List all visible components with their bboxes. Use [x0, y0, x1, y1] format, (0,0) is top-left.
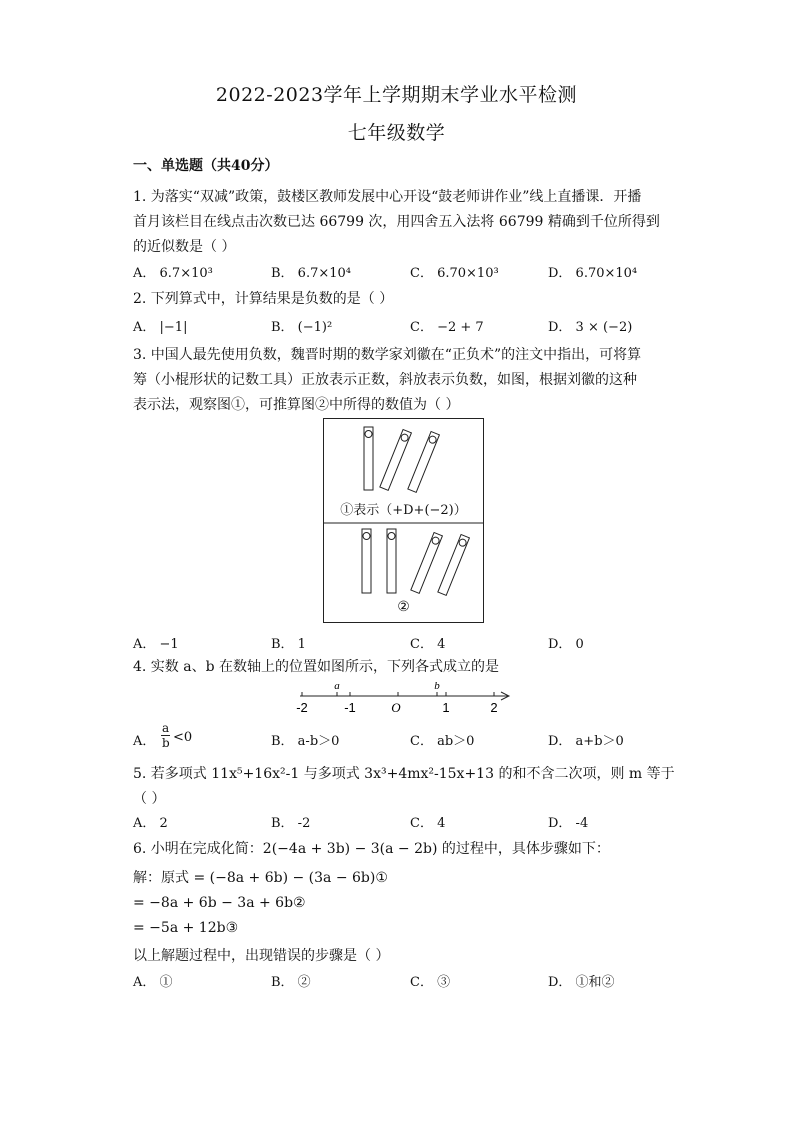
q5-option-a: A． 2 [133, 816, 168, 831]
q3-line-3: 表示法，观察图①，可推算图②中所得的数值为（ ） [133, 397, 460, 413]
label-1: 1 [442, 700, 450, 715]
q1-option-a: A． 6.7×10³ [133, 266, 213, 281]
figure1-caption: ①表示（+D+(−2)） [340, 503, 467, 518]
q4-option-a-numerator: a [162, 721, 170, 735]
q6-option-a: A． ① [133, 975, 173, 990]
figure2-upright-rod-2 [387, 529, 396, 593]
q1-option-d: D． 6.70×10⁴ [548, 266, 638, 281]
q4-option-a-rest: <0 [173, 730, 193, 745]
q1-option-b: B． 6.7×10⁴ [271, 266, 352, 281]
q6-option-c: C． ③ [410, 975, 451, 990]
q2-option-d: D． 3 × (−2) [548, 320, 633, 335]
q5-option-d: D． -4 [548, 816, 589, 831]
page-title: 2022-2023学年上学期期末学业水平检测 [215, 84, 578, 106]
number-line [290, 676, 520, 716]
q6-question: 以上解题过程中，出现错误的步骤是（ ） [133, 948, 390, 964]
point-a-label: a [334, 680, 340, 692]
section-heading: 一、单选题（共40分） [133, 158, 279, 174]
q3-option-b: B． 1 [271, 637, 306, 652]
label-origin: O [391, 700, 401, 715]
q6-stem: 6. 小明在完成化简：2(−4a + 3b) − 3(a − 2b) 的过程中，具体步骤如下： [133, 841, 610, 857]
q3-option-c: C． 4 [410, 637, 446, 652]
q2-option-c: C． −2 + 7 [410, 320, 484, 335]
figure2-caption: ② [397, 599, 410, 615]
q4-option-d: D． a+b＞0 [548, 734, 624, 749]
label-minus-2: -2 [296, 700, 308, 715]
q3-option-d: D． 0 [548, 637, 584, 652]
label-2: 2 [490, 700, 498, 715]
q4-option-c: C． ab＞0 [410, 734, 475, 749]
q6-step-1: 解：原式 = (−8a + 6b) − (3a − 6b)① [133, 870, 388, 886]
q3-line-2: 筹（小棍形状的记数工具）正放表示正数，斜放表示负数，如图，根据刘徽的这种 [133, 372, 637, 388]
figure2-upright-rod-1 [362, 529, 371, 593]
q5-option-c: C． 4 [410, 816, 446, 831]
q4-option-a-letter: A． [133, 734, 156, 749]
q3-line-1: 3. 中国人最先使用负数，魏晋时期的数学家刘徽在“正负术”的注文中指出，可将算 [133, 347, 642, 363]
q4-option-a-denominator: b [162, 736, 170, 750]
q6-option-b: B． ② [271, 975, 311, 990]
q4-option-b: B． a-b＞0 [271, 734, 340, 749]
q1-line-1: 1. 为落实“双减”政策，鼓楼区教师发展中心开设“鼓老师讲作业”线上直播课．开播 [133, 189, 642, 205]
q1-line-3: 的近似数是（ ） [133, 239, 236, 255]
q2-option-a: A． |−1| [133, 320, 188, 335]
q5-line-1: 5. 若多项式 11x⁵+16x²-1 与多项式 3x³+4mx²-15x+13 的和不含二次项，则 m 等于 [133, 766, 675, 782]
label-minus-1: -1 [344, 700, 356, 715]
q2-stem: 2. 下列算式中，计算结果是负数的是（ ） [133, 291, 394, 307]
q6-step-2: = −8a + 6b − 3a + 6b② [133, 895, 306, 911]
counting-rods-drawing [324, 419, 483, 622]
q6-option-d: D． ①和② [548, 975, 615, 990]
q5-option-b: B． -2 [271, 816, 311, 831]
figure1-upright-rod [364, 427, 373, 490]
q6-step-3: = −5a + 12b③ [133, 920, 239, 936]
q3-option-a: A． −1 [133, 637, 179, 652]
figure1-slanted-rod-1 [380, 429, 412, 490]
figure2-slanted-rod-1 [411, 532, 443, 593]
counting-rods-figure [323, 418, 484, 623]
q5-line-2: （ ） [133, 791, 166, 807]
q1-line-2: 首月该栏目在线点击次数已达 66799 次，用四舍五入法将 66799 精确到千位所得到 [133, 214, 660, 230]
figure2-slanted-rod-2 [438, 534, 470, 595]
q4-stem: 4. 实数 a、b 在数轴上的位置如图所示，下列各式成立的是 [133, 659, 500, 675]
page-subtitle: 七年级数学 [347, 122, 446, 144]
q1-option-c: C． 6.70×10³ [410, 266, 499, 281]
point-b-label: b [434, 680, 440, 692]
figure1-slanted-rod-2 [408, 431, 440, 492]
q2-option-b: B． (−1)² [271, 320, 333, 335]
